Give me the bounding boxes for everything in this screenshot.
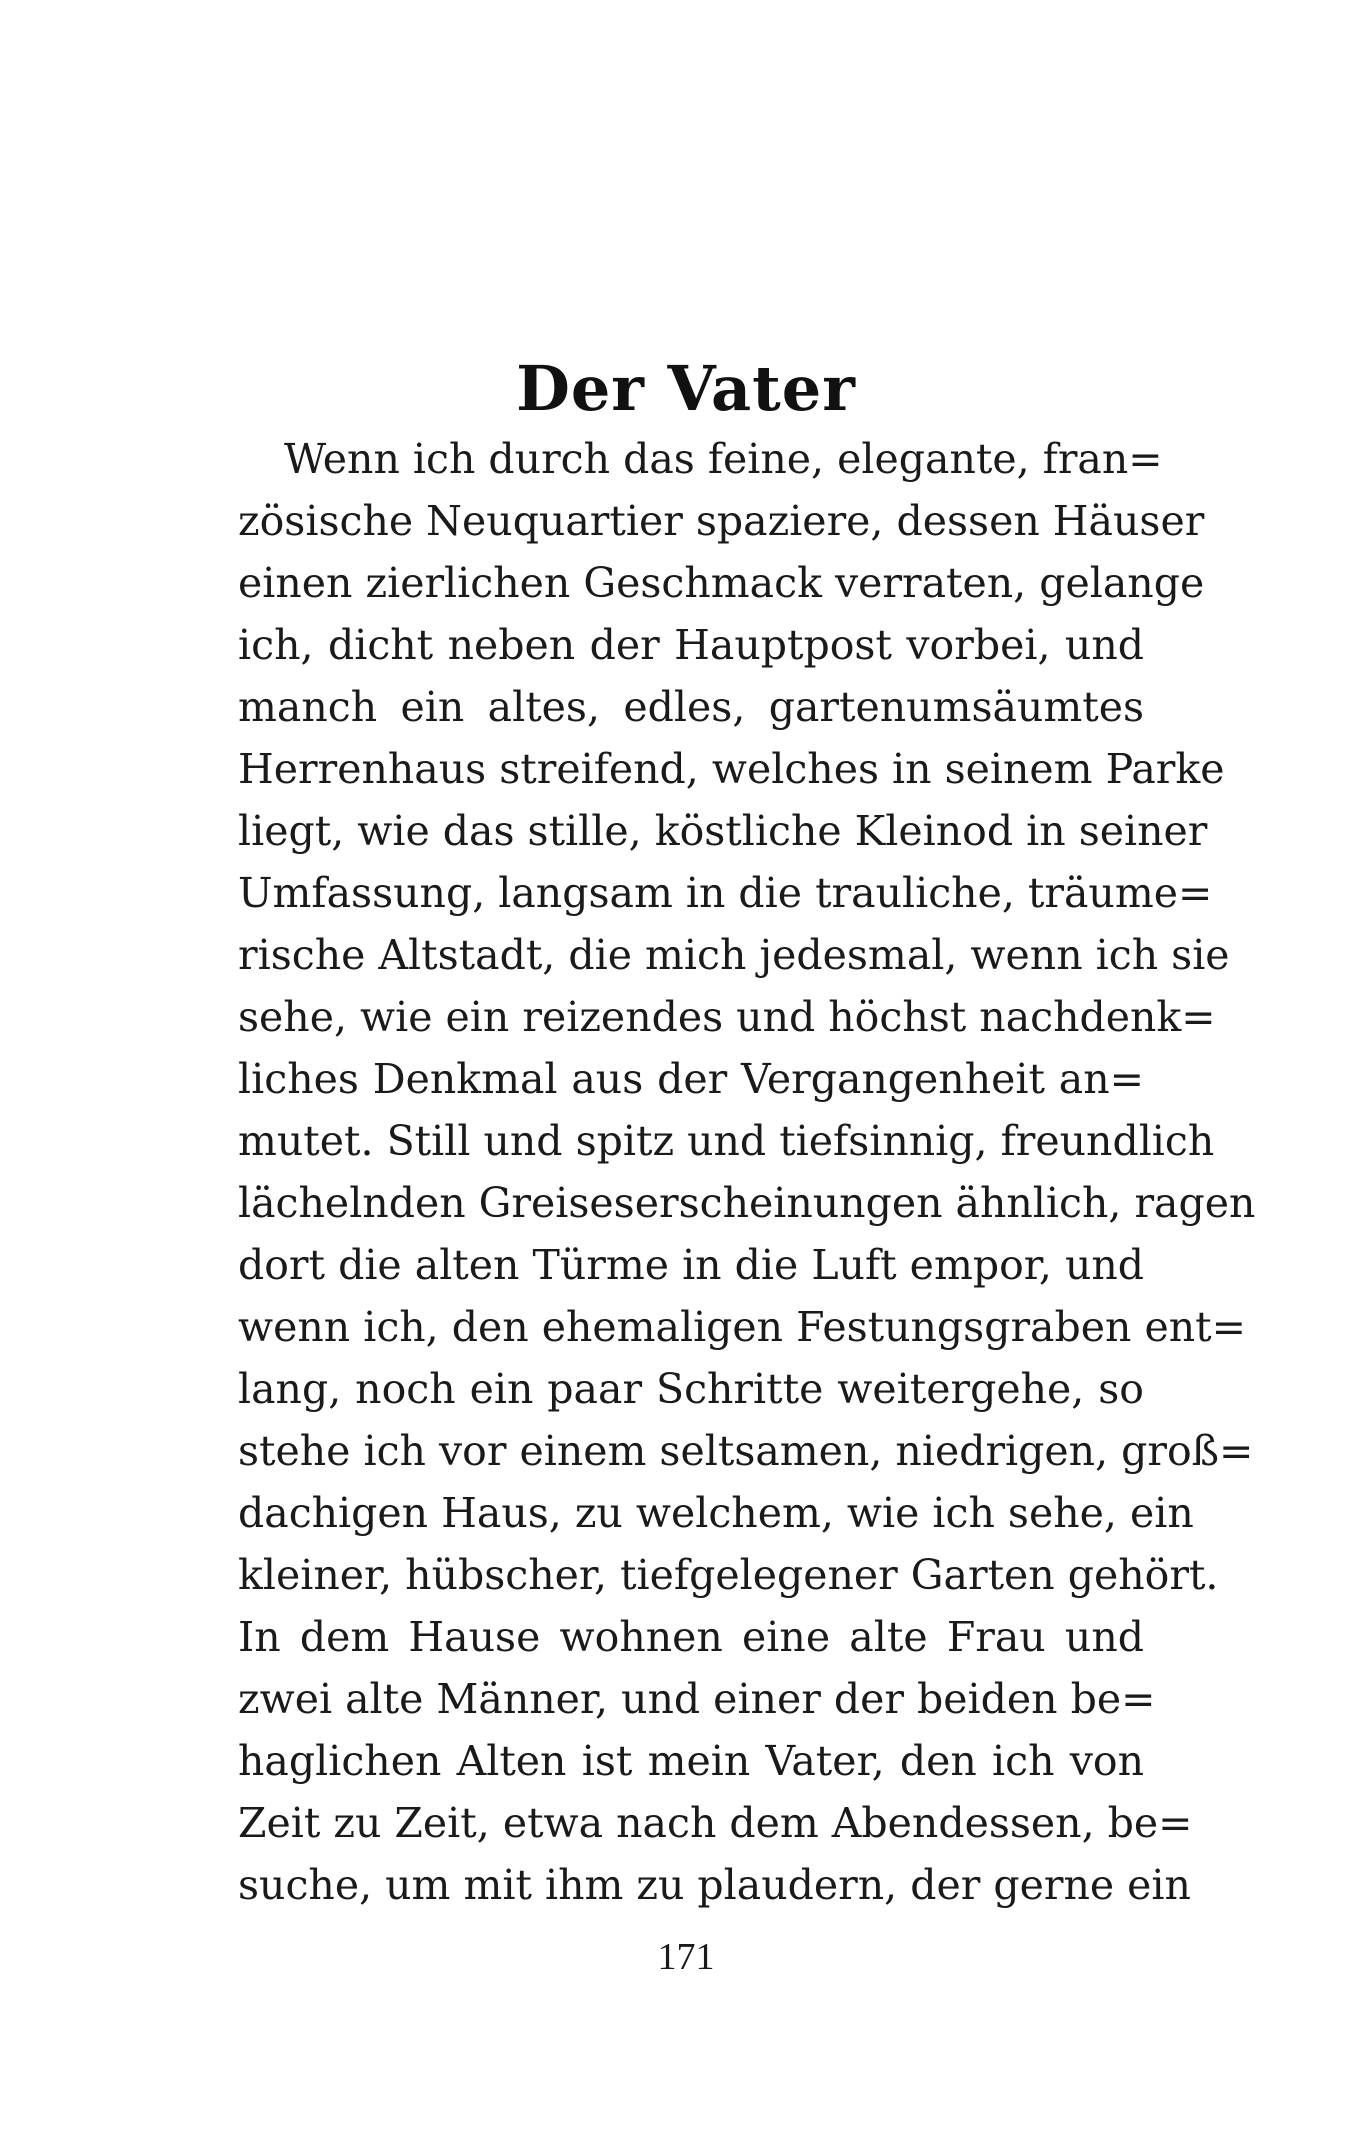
text-line: liches Denkmal aus der Vergangenheit an= — [238, 1055, 1144, 1103]
text-line: ich, dicht neben der Hauptpost vorbei, und — [238, 621, 1144, 669]
text-line: rische Altstadt, die mich jedesmal, wenn ich sie — [238, 931, 1230, 979]
text-line: lang, noch ein paar Schritte weitergehe, so — [238, 1365, 1144, 1413]
text-line: haglichen Alten ist mein Vater, den ich von — [238, 1737, 1144, 1785]
text-line: suche, um mit ihm zu plaudern, der gerne ein — [238, 1861, 1191, 1909]
text-line: sehe, wie ein reizendes und höchst nachdenk= — [238, 993, 1216, 1041]
text-line: lächelnden Greiseserscheinungen ähnlich, ragen — [238, 1179, 1256, 1227]
text-line: Herrenhaus streifend, welches in seinem Parke — [238, 745, 1225, 793]
text-line: einen zierlichen Geschmack verraten, gelange — [238, 559, 1205, 607]
text-line: zösische Neuquartier spaziere, dessen Häuser — [238, 497, 1205, 545]
text-line: liegt, wie das stille, köstliche Kleinod in seiner — [238, 807, 1208, 855]
text-line: Umfassung, langsam in die trauliche, träume= — [238, 869, 1213, 917]
text-line: manch ein altes, edles, gartenumsäumtes — [238, 683, 1144, 731]
text-line: In dem Hause wohnen eine alte Frau und — [238, 1613, 1144, 1661]
body-text — [238, 428, 1256, 1916]
text-line: dort die alten Türme in die Luft empor, und — [238, 1241, 1144, 1289]
text-line: Zeit zu Zeit, etwa nach dem Abendessen, be= — [238, 1799, 1193, 1847]
page-number: 171 — [657, 1936, 715, 1978]
text-line: zwei alte Männer, und einer der beiden be= — [238, 1675, 1156, 1723]
text-line: Wenn ich durch das feine, elegante, fran= — [284, 435, 1163, 483]
text-line: dachigen Haus, zu welchem, wie ich sehe, ein — [238, 1489, 1194, 1537]
text-line: wenn ich, den ehemaligen Festungsgraben ent= — [238, 1303, 1246, 1351]
chapter-title: Der Vater — [516, 351, 856, 425]
text-line: stehe ich vor einem seltsamen, niedrigen, groß= — [238, 1427, 1254, 1475]
text-line: mutet. Still und spitz und tiefsinnig, freundlich — [238, 1117, 1215, 1165]
text-line: kleiner, hübscher, tiefgelegener Garten gehört. — [238, 1551, 1219, 1599]
